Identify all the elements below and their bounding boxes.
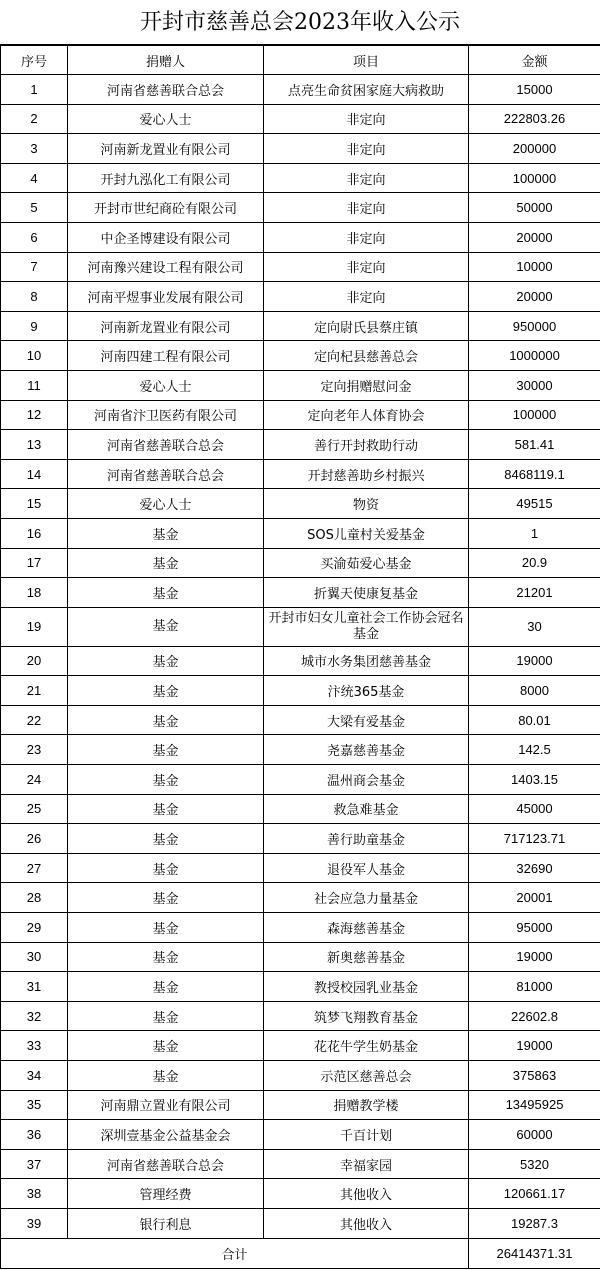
table-row [1,518,600,548]
row-project: 千百计划 [264,1120,469,1150]
row-no: 1 [1,75,68,105]
row-donor: 基金 [68,1031,264,1061]
row-amount: 100000 [469,400,600,430]
row-donor: 基金 [68,646,264,676]
row-donor: 河南省慈善联合总会 [68,430,264,460]
table-row [1,735,600,765]
row-project: 买渝茹爱心基金 [264,548,469,578]
row-donor: 爱心人士 [68,370,264,400]
row-amount: 19000 [469,1031,600,1061]
row-no: 12 [1,400,68,430]
row-no: 17 [1,548,68,578]
row-no: 8 [1,282,68,312]
table-row [1,883,600,913]
row-donor: 基金 [68,705,264,735]
table-row [1,134,600,164]
row-donor: 基金 [68,1061,264,1091]
row-donor: 基金 [68,883,264,913]
row-project: 温州商会基金 [264,765,469,795]
table-row [1,75,600,105]
row-donor: 基金 [68,607,264,646]
row-amount: 1000000 [469,341,600,371]
row-project: 善行助童基金 [264,824,469,854]
row-project: 救急难基金 [264,794,469,824]
row-donor: 河南省慈善联合总会 [68,459,264,489]
row-no: 33 [1,1031,68,1061]
table-row [1,705,600,735]
row-donor: 管理经费 [68,1179,264,1209]
row-amount: 20.9 [469,548,600,578]
row-no: 24 [1,765,68,795]
row-amount: 142.5 [469,735,600,765]
row-project: 幸福家园 [264,1149,469,1179]
row-project: 教授校园乳业基金 [264,972,469,1002]
row-project: 非定向 [264,193,469,223]
row-no: 38 [1,1179,68,1209]
row-no: 9 [1,311,68,341]
row-amount: 13495925 [469,1090,600,1120]
table-row [1,578,600,608]
row-amount: 200000 [469,134,600,164]
row-donor: 河南豫兴建设工程有限公司 [68,252,264,282]
header-no: 序号 [1,46,68,75]
row-no: 36 [1,1120,68,1150]
header-amount: 金额 [469,46,600,75]
row-amount: 20000 [469,222,600,252]
row-donor: 河南省慈善联合总会 [68,75,264,105]
table-row [1,913,600,943]
row-amount: 1 [469,518,600,548]
row-project: 新奥慈善基金 [264,942,469,972]
row-project: 退役军人基金 [264,853,469,883]
table-row [1,222,600,252]
row-no: 20 [1,646,68,676]
row-amount: 222803.26 [469,104,600,134]
row-amount: 30 [469,607,600,646]
row-amount: 375863 [469,1061,600,1091]
row-project: 善行开封救助行动 [264,430,469,460]
row-no: 39 [1,1208,68,1238]
row-project: 社会应急力量基金 [264,883,469,913]
row-donor: 银行利息 [68,1208,264,1238]
row-project: 城市水务集团慈善基金 [264,646,469,676]
row-project: 定向杞县慈善总会 [264,341,469,371]
row-donor: 河南鼎立置业有限公司 [68,1090,264,1120]
row-amount: 30000 [469,370,600,400]
row-project: 非定向 [264,134,469,164]
table-row [1,824,600,854]
row-project: 物资 [264,489,469,519]
row-amount: 950000 [469,311,600,341]
row-no: 3 [1,134,68,164]
table-row [1,853,600,883]
row-donor: 开封市世纪商砼有限公司 [68,193,264,223]
table-row [1,794,600,824]
row-amount: 49515 [469,489,600,519]
row-amount: 19000 [469,942,600,972]
table-row [1,370,600,400]
row-no: 14 [1,459,68,489]
row-project: 非定向 [264,163,469,193]
row-no: 19 [1,607,68,646]
row-donor: 爱心人士 [68,489,264,519]
row-donor: 河南新龙置业有限公司 [68,311,264,341]
table-row [1,972,600,1002]
row-no: 28 [1,883,68,913]
row-project: 其他收入 [264,1208,469,1238]
row-donor: 中企圣博建设有限公司 [68,222,264,252]
row-donor: 基金 [68,824,264,854]
row-no: 10 [1,341,68,371]
row-no: 15 [1,489,68,519]
row-project: 尧嘉慈善基金 [264,735,469,765]
table-row [1,646,600,676]
table-row [1,193,600,223]
row-donor: 基金 [68,1001,264,1031]
header-row [1,46,600,75]
row-donor: 深圳壹基金公益基金会 [68,1120,264,1150]
row-amount: 50000 [469,193,600,223]
row-no: 18 [1,578,68,608]
row-no: 27 [1,853,68,883]
table-row [1,1149,600,1179]
table-row [1,548,600,578]
row-no: 6 [1,222,68,252]
row-donor: 河南新龙置业有限公司 [68,134,264,164]
row-no: 5 [1,193,68,223]
table-row [1,341,600,371]
row-donor: 基金 [68,913,264,943]
row-amount: 5320 [469,1149,600,1179]
row-project: 筑梦飞翔教育基金 [264,1001,469,1031]
row-donor: 河南四建工程有限公司 [68,341,264,371]
row-donor: 开封九泓化工有限公司 [68,163,264,193]
row-donor: 爱心人士 [68,104,264,134]
row-project: 示范区慈善总会 [264,1061,469,1091]
row-project: 开封市妇女儿童社会工作协会冠名基金 [264,607,469,646]
table-row [1,400,600,430]
table-row [1,459,600,489]
row-no: 29 [1,913,68,943]
row-no: 32 [1,1001,68,1031]
row-project: SOS儿童村关爱基金 [264,518,469,548]
row-amount: 81000 [469,972,600,1002]
row-donor: 基金 [68,942,264,972]
row-amount: 32690 [469,853,600,883]
header-project: 项目 [264,46,469,75]
row-no: 7 [1,252,68,282]
row-project: 捐赠教学楼 [264,1090,469,1120]
table-row [1,104,600,134]
table-row [1,1001,600,1031]
total-amount: 26414371.31 [469,1238,600,1268]
row-amount: 60000 [469,1120,600,1150]
row-donor: 基金 [68,794,264,824]
row-no: 13 [1,430,68,460]
table-row [1,607,600,646]
table-row [1,1090,600,1120]
row-no: 22 [1,705,68,735]
row-donor: 基金 [68,765,264,795]
row-project: 非定向 [264,222,469,252]
row-amount: 80.01 [469,705,600,735]
row-no: 25 [1,794,68,824]
row-project: 森海慈善基金 [264,913,469,943]
table-row [1,765,600,795]
row-amount: 1403.15 [469,765,600,795]
row-amount: 581.41 [469,430,600,460]
table-row [1,1031,600,1061]
row-no: 16 [1,518,68,548]
row-no: 31 [1,972,68,1002]
row-donor: 基金 [68,853,264,883]
income-table [0,45,600,1269]
row-no: 11 [1,370,68,400]
row-no: 2 [1,104,68,134]
row-no: 23 [1,735,68,765]
row-amount: 100000 [469,163,600,193]
table-row [1,1208,600,1238]
row-amount: 8000 [469,676,600,706]
row-donor: 基金 [68,578,264,608]
row-donor: 河南平煜事业发展有限公司 [68,282,264,312]
table-row [1,282,600,312]
row-project: 定向捐赠慰问金 [264,370,469,400]
row-donor: 基金 [68,548,264,578]
table-row [1,1061,600,1091]
table-row [1,489,600,519]
row-no: 34 [1,1061,68,1091]
table-row [1,1120,600,1150]
row-no: 21 [1,676,68,706]
row-donor: 基金 [68,972,264,1002]
row-donor: 基金 [68,518,264,548]
row-amount: 45000 [469,794,600,824]
total-label: 合计 [1,1238,469,1268]
row-no: 4 [1,163,68,193]
row-project: 定向尉氏县蔡庄镇 [264,311,469,341]
row-donor: 基金 [68,676,264,706]
table-row [1,430,600,460]
table-row [1,252,600,282]
page-title: 开封市慈善总会2023年收入公示 [0,0,600,45]
row-project: 其他收入 [264,1179,469,1209]
row-no: 37 [1,1149,68,1179]
row-project: 汴统365基金 [264,676,469,706]
row-project: 定向老年人体育协会 [264,400,469,430]
table-row [1,311,600,341]
row-no: 30 [1,942,68,972]
row-amount: 20001 [469,883,600,913]
row-amount: 95000 [469,913,600,943]
row-donor: 基金 [68,735,264,765]
row-project: 非定向 [264,104,469,134]
row-project: 开封慈善助乡村振兴 [264,459,469,489]
row-amount: 20000 [469,282,600,312]
row-project: 非定向 [264,282,469,312]
row-project: 花花牛学生奶基金 [264,1031,469,1061]
row-amount: 22602.8 [469,1001,600,1031]
row-amount: 120661.17 [469,1179,600,1209]
header-donor: 捐赠人 [68,46,264,75]
row-project: 折翼天使康复基金 [264,578,469,608]
row-no: 26 [1,824,68,854]
row-amount: 10000 [469,252,600,282]
row-no: 35 [1,1090,68,1120]
row-amount: 19287.3 [469,1208,600,1238]
table-row [1,1179,600,1209]
table-row [1,163,600,193]
row-amount: 8468119.1 [469,459,600,489]
table-row [1,676,600,706]
row-donor: 河南省慈善联合总会 [68,1149,264,1179]
row-project: 点亮生命贫困家庭大病救助 [264,75,469,105]
row-amount: 21201 [469,578,600,608]
row-amount: 717123.71 [469,824,600,854]
total-row [1,1238,600,1268]
row-project: 非定向 [264,252,469,282]
row-amount: 15000 [469,75,600,105]
row-amount: 19000 [469,646,600,676]
row-project: 大梁有爱基金 [264,705,469,735]
row-donor: 河南省汴卫医药有限公司 [68,400,264,430]
table-row [1,942,600,972]
